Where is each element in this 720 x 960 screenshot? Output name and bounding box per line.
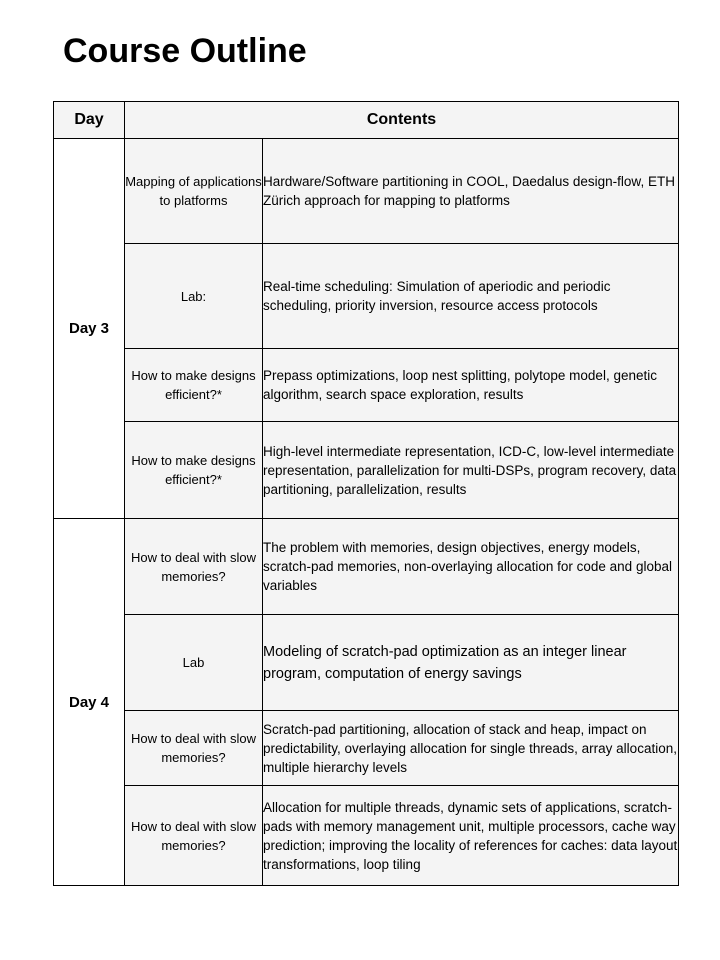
day-label: Day 3 xyxy=(54,139,125,519)
content-cell: The problem with memories, design objectives, energy models, scratch-pad memories, non-overlaying allocation for code and global variables xyxy=(263,519,679,615)
topic-cell: Lab: xyxy=(125,244,263,349)
table-row xyxy=(54,786,679,886)
topic-cell: How to deal with slow memories? xyxy=(125,519,263,615)
content-cell: Allocation for multiple threads, dynamic sets of applications, scratch-pads with memory management unit, multiple processors, cache way prediction; improving the locality of references for caches: data layout transformations, loop tiling xyxy=(263,786,679,886)
page-title: Course Outline xyxy=(63,32,307,70)
table-row xyxy=(54,711,679,786)
content-cell: Prepass optimizations, loop nest splitting, polytope model, genetic algorithm, search space exploration, results xyxy=(263,349,679,422)
topic-cell: How to deal with slow memories? xyxy=(125,711,263,786)
table-row xyxy=(54,244,679,349)
table-row xyxy=(54,349,679,422)
content-cell: High-level intermediate representation, ICD-C, low-level intermediate representation, parallelization for multi-DSPs, program recovery, data partitioning, parallelization, results xyxy=(263,422,679,519)
content-cell: Scratch-pad partitioning, allocation of stack and heap, impact on predictability, overlaying allocation for single threads, array allocation, multiple hierarchy levels xyxy=(263,711,679,786)
header-contents: Contents xyxy=(125,102,679,139)
course-outline-table xyxy=(53,101,679,886)
table-row xyxy=(54,139,679,244)
header-row xyxy=(54,102,679,139)
content-cell: Modeling of scratch-pad optimization as an integer linear program, computation of energy savings xyxy=(263,615,679,711)
table-row xyxy=(54,519,679,615)
topic-cell: How to make designs efficient?* xyxy=(125,422,263,519)
day-label: Day 4 xyxy=(54,519,125,886)
content-cell: Hardware/Software partitioning in COOL, Daedalus design-flow, ETH Zürich approach for mapping to platforms xyxy=(263,139,679,244)
topic-cell: Mapping of applications to platforms xyxy=(125,139,263,244)
header-day: Day xyxy=(54,102,125,139)
topic-cell: How to deal with slow memories? xyxy=(125,786,263,886)
topic-cell: Lab xyxy=(125,615,263,711)
topic-cell: How to make designs efficient?* xyxy=(125,349,263,422)
table-row xyxy=(54,615,679,711)
content-cell: Real-time scheduling: Simulation of aperiodic and periodic scheduling, priority inversion, resource access protocols xyxy=(263,244,679,349)
table-row xyxy=(54,422,679,519)
